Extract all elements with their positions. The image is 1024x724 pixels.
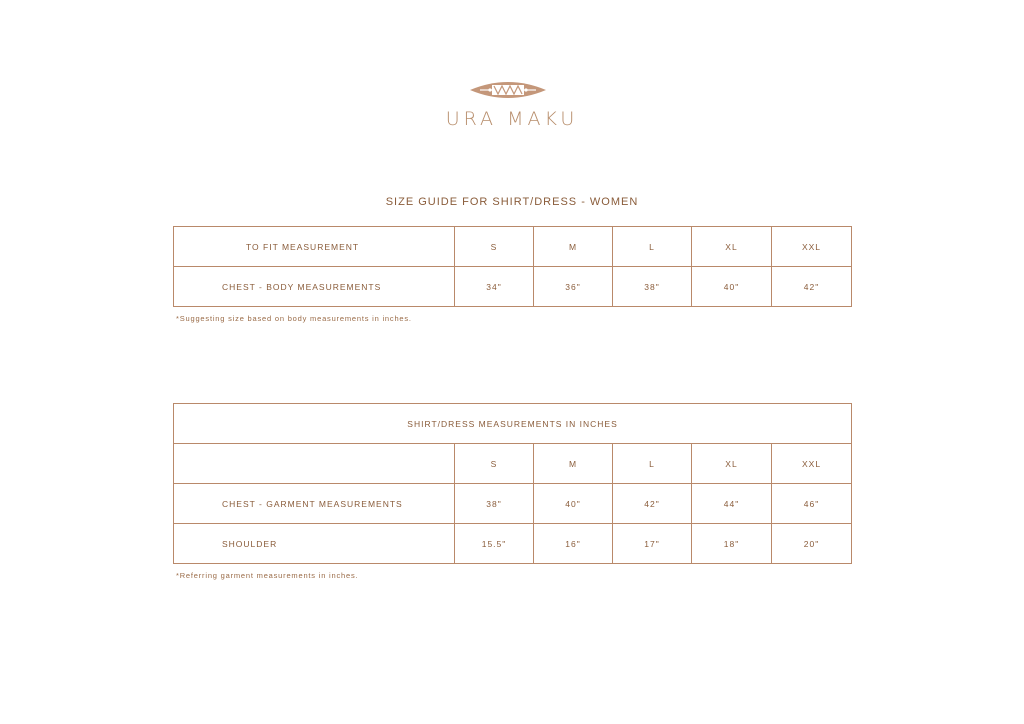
size-header-m: M: [534, 444, 613, 484]
value-cell: 36": [534, 267, 613, 307]
size-header-s: S: [455, 444, 534, 484]
body-size-table: [173, 226, 852, 307]
size-header-xl: XL: [692, 227, 772, 267]
garment-footnote: *Referring garment measurements in inches.: [176, 571, 359, 580]
value-cell: 16": [534, 524, 613, 564]
empty-header-cell: [174, 444, 455, 484]
brand-name: URA MAKU: [445, 108, 579, 130]
size-header-l: L: [613, 444, 692, 484]
table-row: [174, 227, 852, 267]
size-header-xl: XL: [692, 444, 772, 484]
value-cell: 40": [692, 267, 772, 307]
table-row: [174, 444, 852, 484]
size-header-m: M: [534, 227, 613, 267]
row-label: CHEST - BODY MEASUREMENTS: [174, 267, 455, 307]
value-cell: 46": [772, 484, 852, 524]
size-header-xxl: XXL: [772, 227, 852, 267]
value-cell: 20": [772, 524, 852, 564]
value-cell: 40": [534, 484, 613, 524]
value-cell: 38": [455, 484, 534, 524]
size-header-l: L: [613, 227, 692, 267]
table-row: [174, 267, 852, 307]
table-row: [174, 484, 852, 524]
garment-size-table: [173, 403, 852, 564]
page-title: SIZE GUIDE FOR SHIRT/DRESS - WOMEN: [385, 196, 639, 208]
value-cell: 18": [692, 524, 772, 564]
row-label: CHEST - GARMENT MEASUREMENTS: [174, 484, 455, 524]
header-cell-label: TO FIT MEASUREMENT: [174, 227, 455, 267]
size-header-s: S: [455, 227, 534, 267]
table-caption: SHIRT/DRESS MEASUREMENTS IN INCHES: [174, 404, 852, 444]
table-row: [174, 524, 852, 564]
body-footnote: *Suggesting size based on body measurements in inches.: [176, 314, 412, 323]
value-cell: 42": [772, 267, 852, 307]
value-cell: 44": [692, 484, 772, 524]
size-header-xxl: XXL: [772, 444, 852, 484]
value-cell: 17": [613, 524, 692, 564]
value-cell: 15.5": [455, 524, 534, 564]
canoe-emblem-icon: [468, 78, 548, 102]
row-label: SHOULDER: [174, 524, 455, 564]
value-cell: 34": [455, 267, 534, 307]
table-row: [174, 404, 852, 444]
value-cell: 42": [613, 484, 692, 524]
value-cell: 38": [613, 267, 692, 307]
